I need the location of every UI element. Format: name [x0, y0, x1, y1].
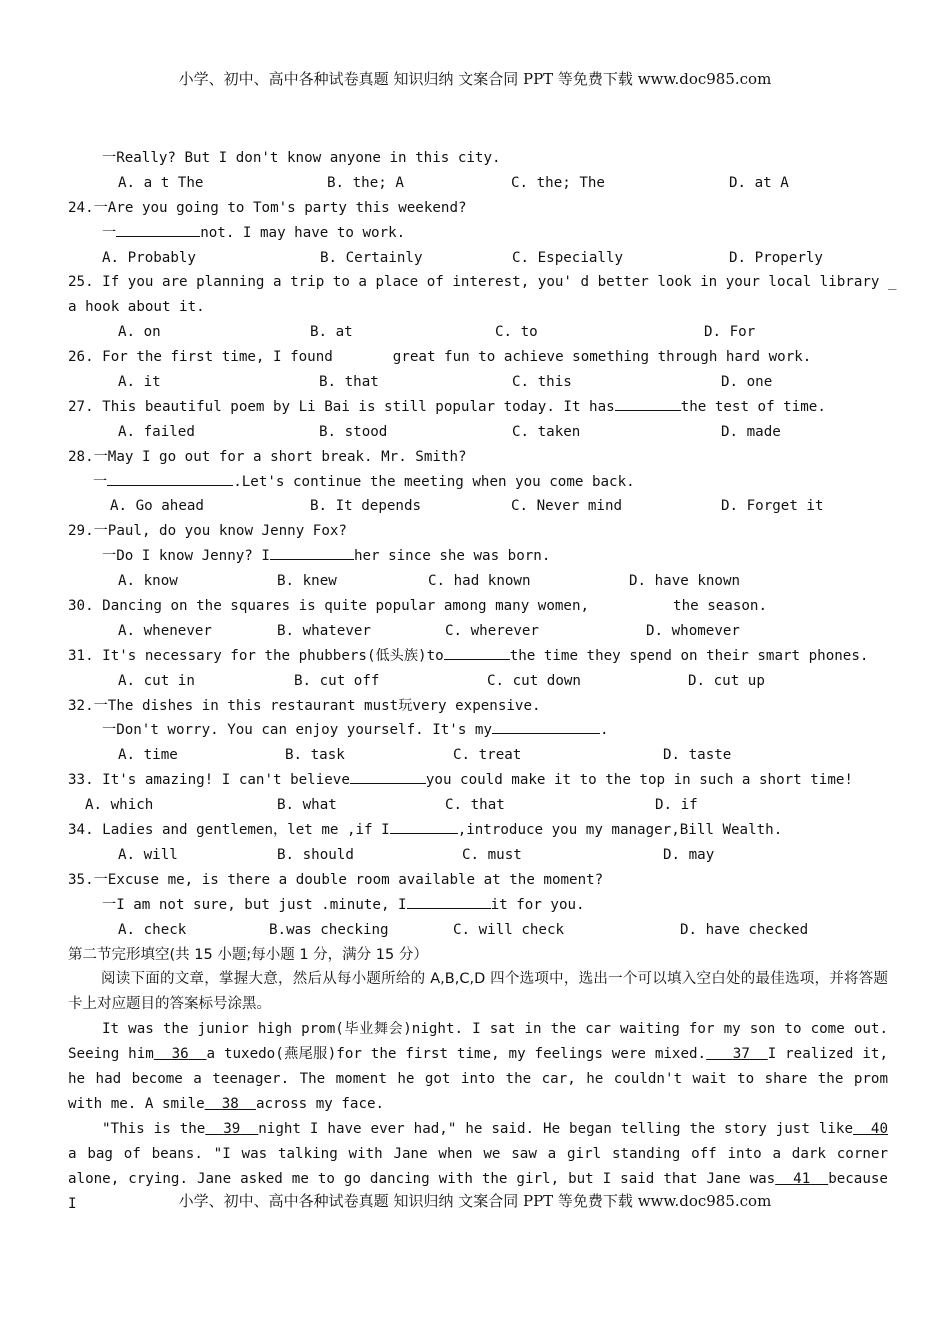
q30-stem: 30. Dancing on the squares is quite popular among many women, the season.: [68, 598, 768, 615]
q23-reply: 一Really? But I don't know anyone in this city.: [102, 150, 501, 166]
answer-blank: [589, 596, 673, 610]
option-c: C. had known: [428, 573, 531, 590]
q35-reply: 一I am not sure, but just .minute, I it for you.: [68, 893, 888, 918]
answer-blank: [390, 819, 458, 834]
option-d: D. have known: [629, 573, 741, 590]
option-a: A. will: [118, 846, 178, 863]
option-d: D. For: [704, 324, 756, 341]
option-b: B. should: [277, 846, 354, 863]
option-c: C. that: [445, 797, 505, 814]
option-a: A. which: [85, 797, 154, 814]
q26-options: [68, 370, 888, 395]
q31-stem: 31. It's necessary for the phubbers(低头族)to the time they spend on their smart phones.: [68, 644, 888, 669]
option-a: A. Go ahead: [110, 498, 204, 515]
option-b: B. Certainly: [320, 249, 423, 266]
q32-options: [68, 743, 888, 768]
option-d: D. at A: [729, 174, 789, 191]
option-c: C. treat: [453, 747, 522, 764]
option-a: A. failed: [118, 423, 195, 440]
option-d: D. one: [721, 374, 773, 391]
q30-options: [68, 619, 888, 644]
section-instruction: 阅读下面的文章，掌握大意，然后从每小题所给的 A,B,C,D 四个选项中，选出一个可以填入空白处的最佳选项，并将答题卡上对应题目的答案标号涂黑。: [68, 971, 888, 1013]
option-b: B. knew: [277, 573, 337, 590]
exam-content: [68, 146, 897, 1216]
option-c: C. Never mind: [511, 498, 623, 515]
q34-stem: 34. Ladies and gentlemen，let me ,if I ,introduce you my manager,Bill Wealth.: [68, 818, 888, 843]
option-b: B.was checking: [269, 921, 389, 938]
option-b: B. stood: [319, 423, 388, 440]
option-b: B. It depends: [310, 498, 422, 515]
q28-reply: 一 .Let's continue the meeting when you come back.: [68, 470, 888, 495]
option-d: D. taste: [663, 747, 732, 764]
answer-blank: [107, 471, 233, 486]
q25-stem-line2: a hook about it.: [68, 299, 205, 316]
q24-stem: 24.一Are you going to Tom's party this weekend?: [68, 199, 467, 216]
answer-blank: [350, 769, 426, 784]
option-a: A. it: [118, 374, 161, 391]
option-a: A. know: [118, 573, 178, 590]
page-footer: 小学、初中、高中各种试卷真题 知识归纳 文案合同 PPT 等免费下载 www.doc985.com: [178, 1192, 772, 1210]
answer-blank: [407, 894, 491, 909]
option-b: B. that: [319, 374, 379, 391]
option-a: A. Probably: [102, 249, 196, 266]
option-c: C. must: [462, 846, 522, 863]
q24-reply: 一 not. I may have to work.: [68, 221, 888, 246]
q23-options: [68, 171, 888, 196]
option-c: C. will check: [453, 921, 565, 938]
option-c: C. Especially: [512, 249, 624, 266]
option-d: D. whomever: [646, 622, 740, 639]
option-b: B. cut off: [294, 672, 380, 689]
option-a: A. whenever: [118, 622, 212, 639]
answer-blank: [116, 222, 200, 237]
q32-reply: 一Don't worry. You can enjoy yourself. It's my .: [68, 718, 888, 743]
option-b: B. at: [310, 324, 353, 341]
q35-options: [68, 918, 888, 943]
q26-stem: 26. For the first time, I found great fun to achieve something through hard work.: [68, 349, 812, 366]
q32-stem: 32.一The dishes in this restaurant must玩very expensive.: [68, 697, 541, 714]
option-b: B. whatever: [277, 622, 371, 639]
page-header: 小学、初中、高中各种试卷真题 知识归纳 文案合同 PPT 等免费下载 www.doc985.com: [178, 70, 772, 88]
option-c: C. to: [495, 324, 538, 341]
q24-options: [68, 246, 888, 271]
q29-options: [68, 569, 888, 594]
option-c: C. wherever: [445, 622, 539, 639]
blank-39: 39: [223, 1120, 241, 1137]
option-b: B. what: [277, 797, 337, 814]
q27-stem: 27. This beautiful poem by Li Bai is still popular today. It has the test of time.: [68, 395, 888, 420]
blank-38: 38: [221, 1095, 239, 1112]
option-c: C. cut down: [487, 672, 581, 689]
option-a: A. cut in: [118, 672, 195, 689]
q34-options: [68, 843, 888, 868]
q31-options: [68, 669, 888, 694]
passage-paragraph-2: "This is the 39 night I have ever had," he said. He began telling the story just like 40 a bag of beans. "I was talking with Jane when we saw a girl standing off into a dark corner alone, crying. Jane asked me to go dancing with the girl, but I said that Jane was 41 because I: [68, 1120, 889, 1212]
option-a: A. check: [118, 921, 187, 938]
q35-stem: 35.一Excuse me, is there a double room available at the moment?: [68, 871, 604, 888]
q33-stem: 33. It's amazing! I can't believe you could make it to the top in such a short time!: [68, 768, 888, 793]
q28-stem: 28.一May I go out for a short break. Mr. Smith?: [68, 448, 467, 465]
blank-40: 40: [870, 1120, 889, 1137]
option-d: D. cut up: [688, 672, 765, 689]
passage-paragraph-1: It was the junior high prom(毕业舞会)night. I sat in the car waiting for my son to come out. Seeing him 36 a tuxedo(燕尾服)for the first time, my feelings were mixed. 37 I realized it, he had become a teenager. The moment he got into the car, he couldn't wait to share the prom with me. A smile 38 across my face.: [68, 1021, 888, 1112]
option-a: A. a t The: [118, 174, 204, 191]
option-d: D. made: [721, 423, 781, 440]
q27-options: [68, 420, 888, 445]
option-c: C. taken: [512, 423, 581, 440]
option-d: D. Forget it: [721, 498, 824, 515]
option-b: B. task: [285, 747, 345, 764]
blank-41: 41: [793, 1170, 811, 1187]
option-d: D. if: [655, 797, 698, 814]
q25-stem-line1: 25. If you are planning a trip to a place of interest, you' d better look in your local library _: [68, 274, 897, 291]
option-a: A. on: [118, 324, 161, 341]
q25-options: [68, 320, 888, 345]
answer-blank: [444, 645, 510, 660]
q28-options: [68, 494, 888, 519]
blank-36: 36: [171, 1046, 189, 1063]
answer-blank: [615, 396, 681, 411]
option-d: D. may: [663, 846, 715, 863]
answer-blank: [270, 545, 354, 560]
section-title: 第二节完形填空(共 15 小题;每小题 1 分，满分 15 分）: [68, 946, 428, 963]
option-b: B. the; A: [327, 174, 404, 191]
answer-blank: [492, 719, 600, 734]
blank-37: 37: [732, 1046, 750, 1063]
q29-stem: 29.一Paul, do you know Jenny Fox?: [68, 523, 347, 540]
option-c: C. this: [512, 374, 572, 391]
option-d: D. have checked: [680, 921, 809, 938]
option-a: A. time: [118, 747, 178, 764]
option-d: D. Properly: [729, 249, 823, 266]
option-c: C. the; The: [511, 174, 605, 191]
q29-reply: 一Do I know Jenny? I her since she was born.: [68, 544, 888, 569]
answer-blank: [333, 347, 393, 361]
q33-options: [68, 793, 888, 818]
